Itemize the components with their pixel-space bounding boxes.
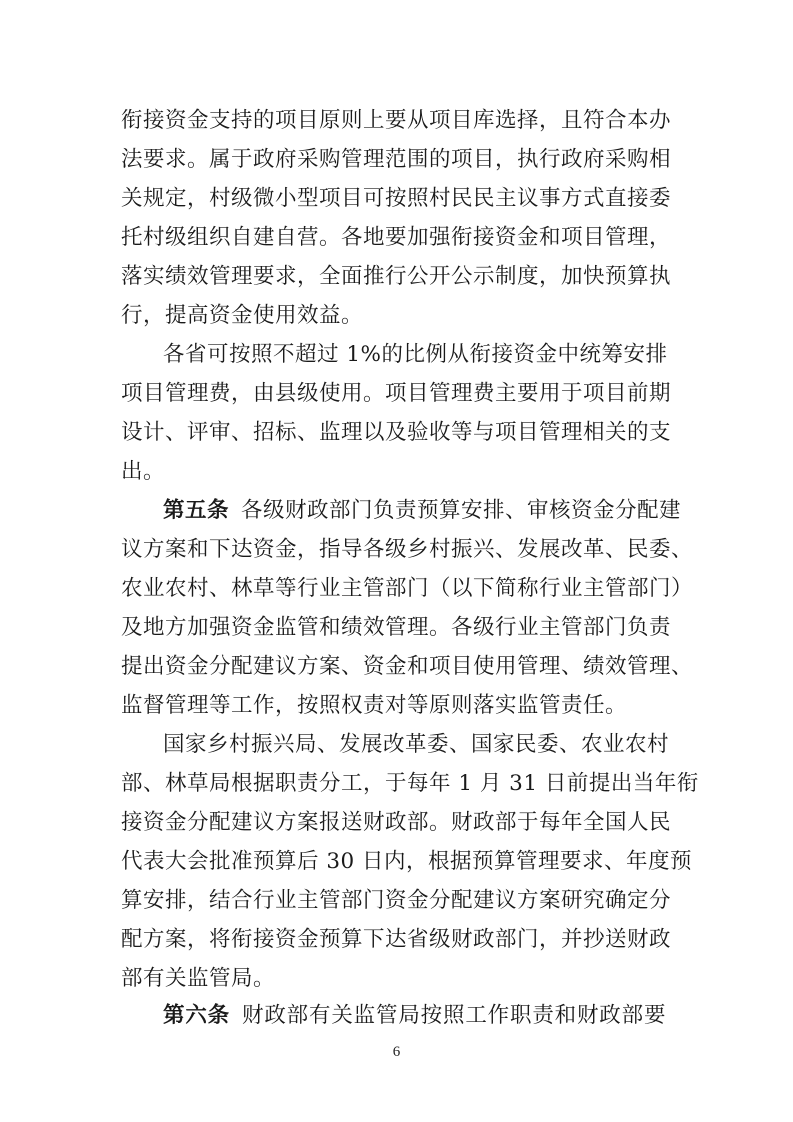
text-line-content: 各级财政部门负责预算安排、审核资金分配建 [241,498,682,523]
text-line: 法要求。属于政府采购管理范围的项目，执行政府采购相 [121,147,672,172]
text-line: 衔接资金支持的项目原则上要从项目库选择，且符合本办 [121,108,672,133]
text-line: 出。 [121,459,166,484]
text-line: 托村级组织自建自营。各地要加强衔接资金和项目管理， [121,225,672,250]
text-line [163,495,682,527]
text-line: 代表大会批准预算后 30 日内，根据预算管理要求、年度预 [121,849,693,874]
text-line: 设计、评审、招标、监理以及验收等与项目管理相关的支 [121,420,672,445]
text-line [163,1000,666,1032]
text-line: 落实绩效管理要求，全面推行公开公示制度，加快预算执 [121,264,672,289]
text-line: 配方案，将衔接资金预算下达省级财政部门，并抄送财政 [121,927,672,952]
text-line: 部、林草局根据职责分工，于每年 1 月 31 日前提出当年衔 [121,771,699,796]
text-line: 关规定，村级微小型项目可按照村民民主议事方式直接委 [121,186,672,211]
text-line: 行，提高资金使用效益。 [121,303,364,328]
text-line: 接资金分配建议方案报送财政部。财政部于每年全国人民 [121,810,672,835]
text-line-content: 财政部有关监管局按照工作职责和财政部要 [242,1003,666,1028]
text-line: 提出资金分配建议方案、资金和项目使用管理、绩效管理、 [121,654,694,679]
text-line: 部有关监管局。 [121,966,276,991]
text-line: 监督管理等工作，按照权责对等原则落实监管责任。 [121,693,628,718]
text-line: 国家乡村振兴局、发展改革委、国家民委、农业农村 [163,732,670,757]
article-label: 第六条 [163,1003,230,1028]
text-line: 各省可按照不超过 1%的比例从衔接资金中统筹安排 [163,342,668,367]
text-line: 农业农村、林草等行业主管部门（以下简称行业主管部门） [121,576,694,601]
page-number: 6 [392,1044,401,1060]
text-line: 算安排，结合行业主管部门资金分配建议方案研究确定分 [121,888,672,913]
article-label: 第五条 [163,498,230,523]
text-line: 议方案和下达资金，指导各级乡村振兴、发展改革、民委、 [121,537,694,562]
text-line: 及地方加强资金监管和绩效管理。各级行业主管部门负责 [121,615,672,640]
text-line: 项目管理费，由县级使用。项目管理费主要用于项目前期 [121,381,672,406]
